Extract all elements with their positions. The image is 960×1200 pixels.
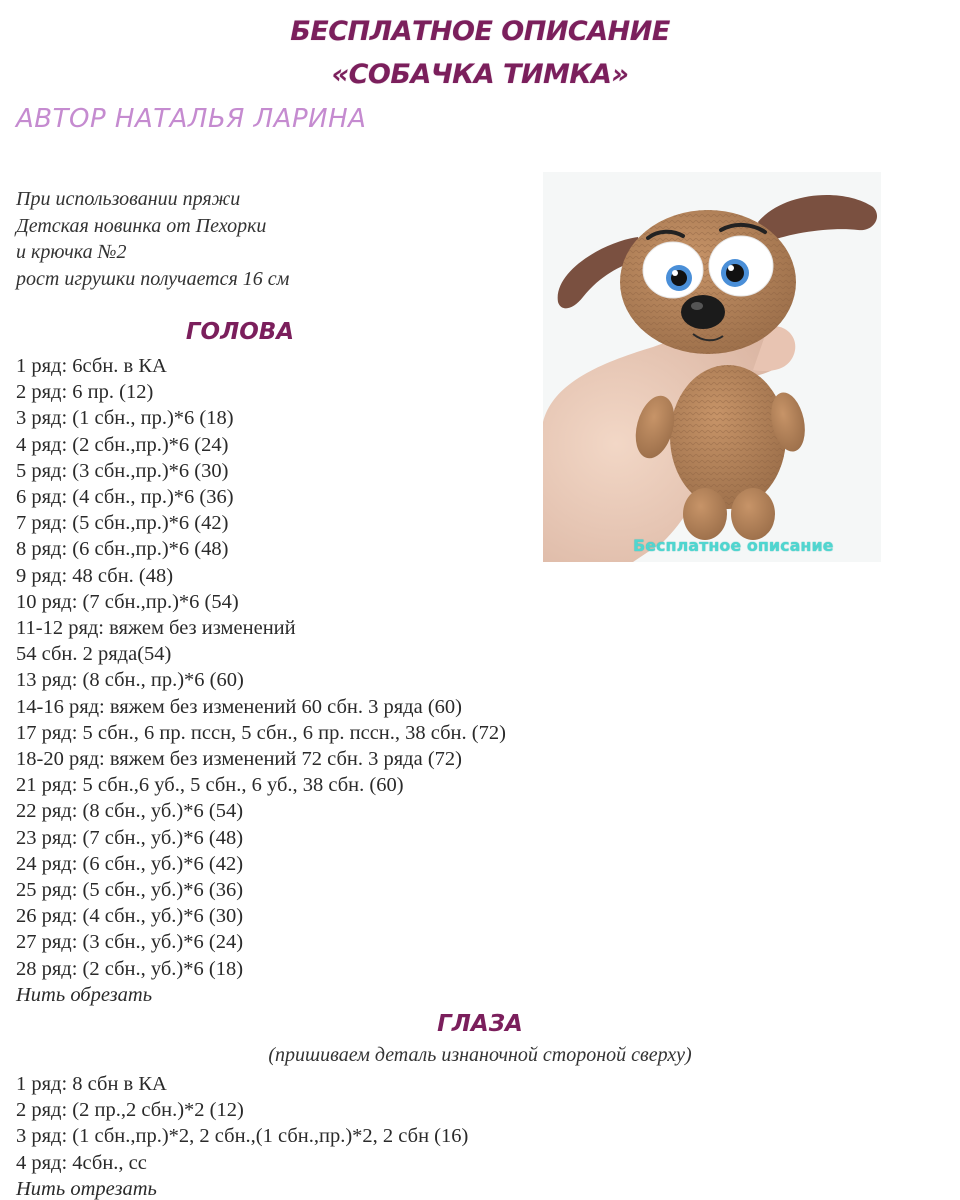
pattern-row: 21 ряд: 5 сбн.,6 уб., 5 сбн., 6 уб., 38 сбн. (60) (16, 774, 404, 797)
pattern-row: 4 ряд: 4сбн., сс (16, 1151, 147, 1174)
pattern-row: 1 ряд: 6сбн. в КА (16, 355, 167, 377)
cut-thread-note: Нить обрезать (16, 983, 153, 1006)
author-line: АВТОР НАТАЛЬЯ ЛАРИНА (16, 104, 367, 134)
pattern-row: 1 ряд: 8 сбн в КА (16, 1073, 167, 1095)
photo-watermark: Бесплатное описание (633, 536, 834, 555)
section-title-head: ГОЛОВА (185, 319, 295, 345)
intro-line: и крючка №2 (16, 241, 127, 263)
doc-title-line1: БЕСПЛАТНОЕ ОПИСАНИЕ (290, 16, 670, 47)
pattern-row: 10 ряд: (7 сбн.,пр.)*6 (54) (16, 590, 239, 613)
pattern-row: 27 ряд: (3 сбн., уб.)*6 (24) (16, 931, 244, 954)
pattern-row: 22 ряд: (8 сбн., уб.)*6 (54) (16, 800, 244, 823)
pattern-row: 8 ряд: (6 сбн.,пр.)*6 (48) (16, 538, 229, 561)
pattern-row: 9 ряд: 48 сбн. (48) (16, 564, 174, 587)
eyes-rows (16, 1071, 776, 1200)
head-rows (16, 353, 776, 1008)
pattern-row: 24 ряд: (6 сбн., уб.)*6 (42) (16, 852, 244, 875)
section-title-eyes: ГЛАЗА (437, 1011, 523, 1037)
pattern-row: 3 ряд: (1 сбн., пр.)*6 (18) (16, 407, 234, 430)
pattern-row: 7 ряд: (5 сбн.,пр.)*6 (42) (16, 512, 229, 535)
doc-title-line2: «СОБАЧКА ТИМКА» (331, 59, 629, 90)
pattern-row: 28 ряд: (2 сбн., уб.)*6 (18) (16, 957, 244, 980)
pattern-row: 3 ряд: (1 сбн.,пр.)*2, 2 сбн.,(1 сбн.,пр.)*2, 2 сбн (16) (16, 1125, 469, 1148)
intro-line: рост игрушки получается 16 см (16, 267, 290, 290)
pattern-row: 54 сбн. 2 ряда(54) (16, 643, 172, 666)
pattern-row: 5 ряд: (3 сбн.,пр.)*6 (30) (16, 459, 229, 482)
pattern-row: 14-16 ряд: вяжем без изменений 60 сбн. 3 ряда (60) (16, 695, 462, 718)
pattern-row: 23 ряд: (7 сбн., уб.)*6 (48) (16, 826, 244, 849)
pattern-row: 17 ряд: 5 сбн., 6 пр. пссн, 5 сбн., 6 пр. пссн., 38 сбн. (72) (16, 721, 506, 744)
pattern-row: 4 ряд: (2 сбн.,пр.)*6 (24) (16, 433, 229, 456)
pattern-row: 18-20 ряд: вяжем без изменений 72 сбн. 3 ряда (72) (16, 748, 462, 771)
pattern-row: 11-12 ряд: вяжем без изменений (16, 617, 296, 640)
pattern-row: 2 ряд: 6 пр. (12) (16, 381, 154, 404)
pattern-row: 6 ряд: (4 сбн., пр.)*6 (36) (16, 486, 234, 509)
eyes-note: (пришиваем деталь изнаночной стороной сверху) (268, 1044, 692, 1066)
pattern-row: 26 ряд: (4 сбн., уб.)*6 (30) (16, 905, 244, 928)
intro-line: Детская новинка от Пехорки (16, 214, 267, 237)
pattern-row: 2 ряд: (2 пр.,2 сбн.)*2 (12) (16, 1099, 244, 1122)
pattern-row: 13 ряд: (8 сбн., пр.)*6 (60) (16, 669, 244, 692)
cut-thread-note: Нить отрезать (16, 1177, 157, 1200)
intro-text (16, 186, 496, 292)
intro-line: При использовании пряжи (16, 188, 241, 210)
pattern-row: 25 ряд: (5 сбн., уб.)*6 (36) (16, 879, 244, 902)
